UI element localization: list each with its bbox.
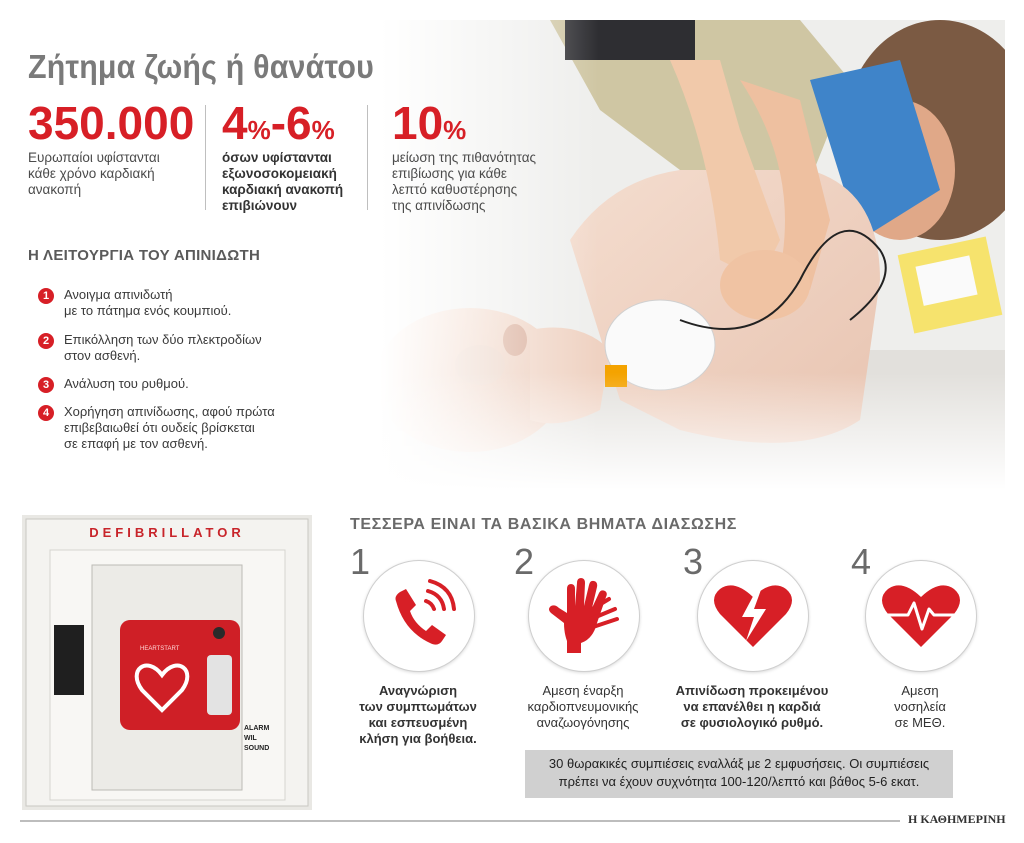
step-number-badge: 2 (38, 333, 54, 349)
rescue-step-3-circle (697, 560, 809, 672)
footer-divider (20, 820, 900, 822)
rescue-step-4-caption: Αμεση νοσηλεία σε ΜΕΘ. (894, 683, 946, 730)
publisher-brand: Η ΚΑΘΗΜΕΡΙΝΗ (908, 812, 1006, 826)
rescue-step-3-caption: Απινίδωση προκειμένου να επανέλθει η καρδιά σε φυσιολογικό ρυθμό. (675, 683, 829, 730)
function-heading: Η ΛΕΙΤΟΥΡΓΙΑ ΤΟΥ ΑΠΙΝΙΔΩΤΗ (28, 247, 261, 264)
alarm-line: SOUND (244, 745, 270, 752)
device-brand: HEARTSTART (140, 646, 180, 652)
rescue-step-2-caption: Αμεση έναρξη καρδιοπνευμονικής αναζωογόνησης (527, 683, 639, 730)
rescue-step-2-circle (528, 560, 640, 672)
function-step-2 (38, 332, 328, 364)
stat-2-text: όσων υφίστανται εξωνοσοκομειακή καρδιακή ανακοπή επιβιώνουν (222, 150, 344, 213)
function-step-3 (38, 376, 328, 392)
stat-2 (222, 97, 372, 214)
stat-divider (205, 105, 206, 210)
stat-1-text: Ευρωπαίοι υφίστανται κάθε χρόνο καρδιακή ανακοπή (28, 150, 160, 197)
page-title: Ζήτημα ζωής ή θανάτου (28, 48, 374, 85)
rescue-step-2-number: 2 (514, 541, 535, 582)
stat-1 (28, 97, 198, 198)
step-number-badge: 3 (38, 377, 54, 393)
alarm-line: ALARM (244, 725, 270, 732)
alarm-line: WIL (244, 735, 257, 742)
stat-divider (367, 105, 368, 210)
function-step-4 (38, 404, 328, 452)
rescue-step-1-number: 1 (350, 541, 371, 582)
function-step-text: Επικόλληση των δύο πλεκτροδίων στον ασθενή. (64, 332, 262, 363)
cabinet-label: DEFIBRILLATOR (89, 525, 245, 540)
defibrillator-cabinet-photo (22, 515, 312, 810)
rescue-step-4-number: 4 (851, 541, 872, 582)
stat-1-value: 350.000 (28, 97, 195, 149)
rescue-step-3-number: 3 (683, 541, 704, 582)
heart-bolt-icon (698, 561, 808, 671)
phone-icon (364, 561, 474, 671)
cpr-photo (380, 20, 1005, 490)
rescue-step-4-circle (865, 560, 977, 672)
cpr-note: 30 θωρακικές συμπιέσεις εναλλάξ με 2 εμφυσήσεις. Οι συμπιέσεις πρέπει να έχουν συχνότητα 100-120/λεπτό και βάθος 5-6 εκατ. (525, 750, 953, 798)
function-step-text: Ανάλυση του ρυθμού. (64, 376, 189, 391)
step-number-badge: 4 (38, 405, 54, 421)
hands-cpr-icon (529, 561, 639, 671)
rescue-heading: ΤΕΣΣΕΡΑ ΕΙΝΑΙ ΤΑ ΒΑΣΙΚΑ ΒΗΜΑΤΑ ΔΙΑΣΩΣΗΣ (350, 516, 737, 533)
stat-2-value: 4%-6% (222, 97, 335, 149)
function-step-text: Χορήγηση απινίδωσης, αφού πρώτα επιβεβαιωθεί ότι ουδείς βρίσκεται σε επαφή με τον ασθενή. (64, 404, 275, 451)
heart-pulse-icon (866, 561, 976, 671)
stat-3-text: μείωση της πιθανότητας επιβίωσης για κάθε λεπτό καθυστέρησης της απινίδωσης (392, 150, 537, 213)
step-number-badge: 1 (38, 288, 54, 304)
stat-3-value: 10% (392, 97, 467, 149)
stat-3 (392, 97, 577, 214)
rescue-step-1-caption: Αναγνώριση των συμπτωμάτων και εσπευσμένη κλήση για βοήθεια. (359, 683, 477, 746)
function-step-1 (38, 287, 328, 319)
rescue-step-1-circle (363, 560, 475, 672)
function-step-text: Ανοιγμα απινιδωτή με το πάτημα ενός κουμπιού. (64, 287, 232, 318)
